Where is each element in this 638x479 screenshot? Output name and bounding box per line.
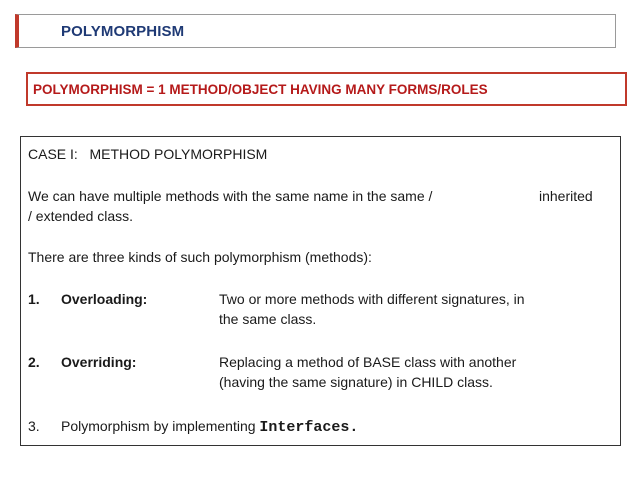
item-desc-line1: Replacing a method of BASE class with another (219, 354, 517, 370)
case-label: CASE I: (28, 146, 78, 162)
para1-right-word: inherited (539, 188, 593, 204)
para1-text: We can have multiple methods with the same name in the same / (28, 188, 433, 204)
paragraph-line (28, 186, 593, 206)
content-box (20, 136, 621, 446)
item-term: Overriding: (61, 354, 137, 370)
item-description (219, 289, 609, 329)
item-term: Overloading: (61, 291, 148, 307)
case-heading (28, 144, 267, 164)
item-text-body: Polymorphism by implementing (61, 418, 256, 434)
paragraph-intro: There are three kinds of such polymorphism (methods): (28, 249, 372, 265)
item-description (219, 352, 609, 392)
item-desc-line1: Two or more methods with different signatures, in (219, 291, 525, 307)
item-desc-line2: (having the same signature) in CHILD class. (219, 374, 493, 390)
definition-text: POLYMORPHISM = 1 METHOD/OBJECT HAVING MANY FORMS/ROLES (33, 82, 488, 97)
item-number: 1. (28, 291, 40, 307)
title-box (15, 14, 616, 48)
item-number: 3. (28, 418, 40, 434)
case-title: METHOD POLYMORPHISM (89, 146, 268, 162)
item-number: 2. (28, 354, 40, 370)
definition-box (26, 72, 627, 106)
item-text (61, 416, 358, 438)
item-code: Interfaces. (259, 419, 359, 436)
paragraph-line-2: / extended class. (28, 208, 134, 224)
item-desc-line2: the same class. (219, 311, 317, 327)
slide-title: POLYMORPHISM (61, 23, 185, 40)
